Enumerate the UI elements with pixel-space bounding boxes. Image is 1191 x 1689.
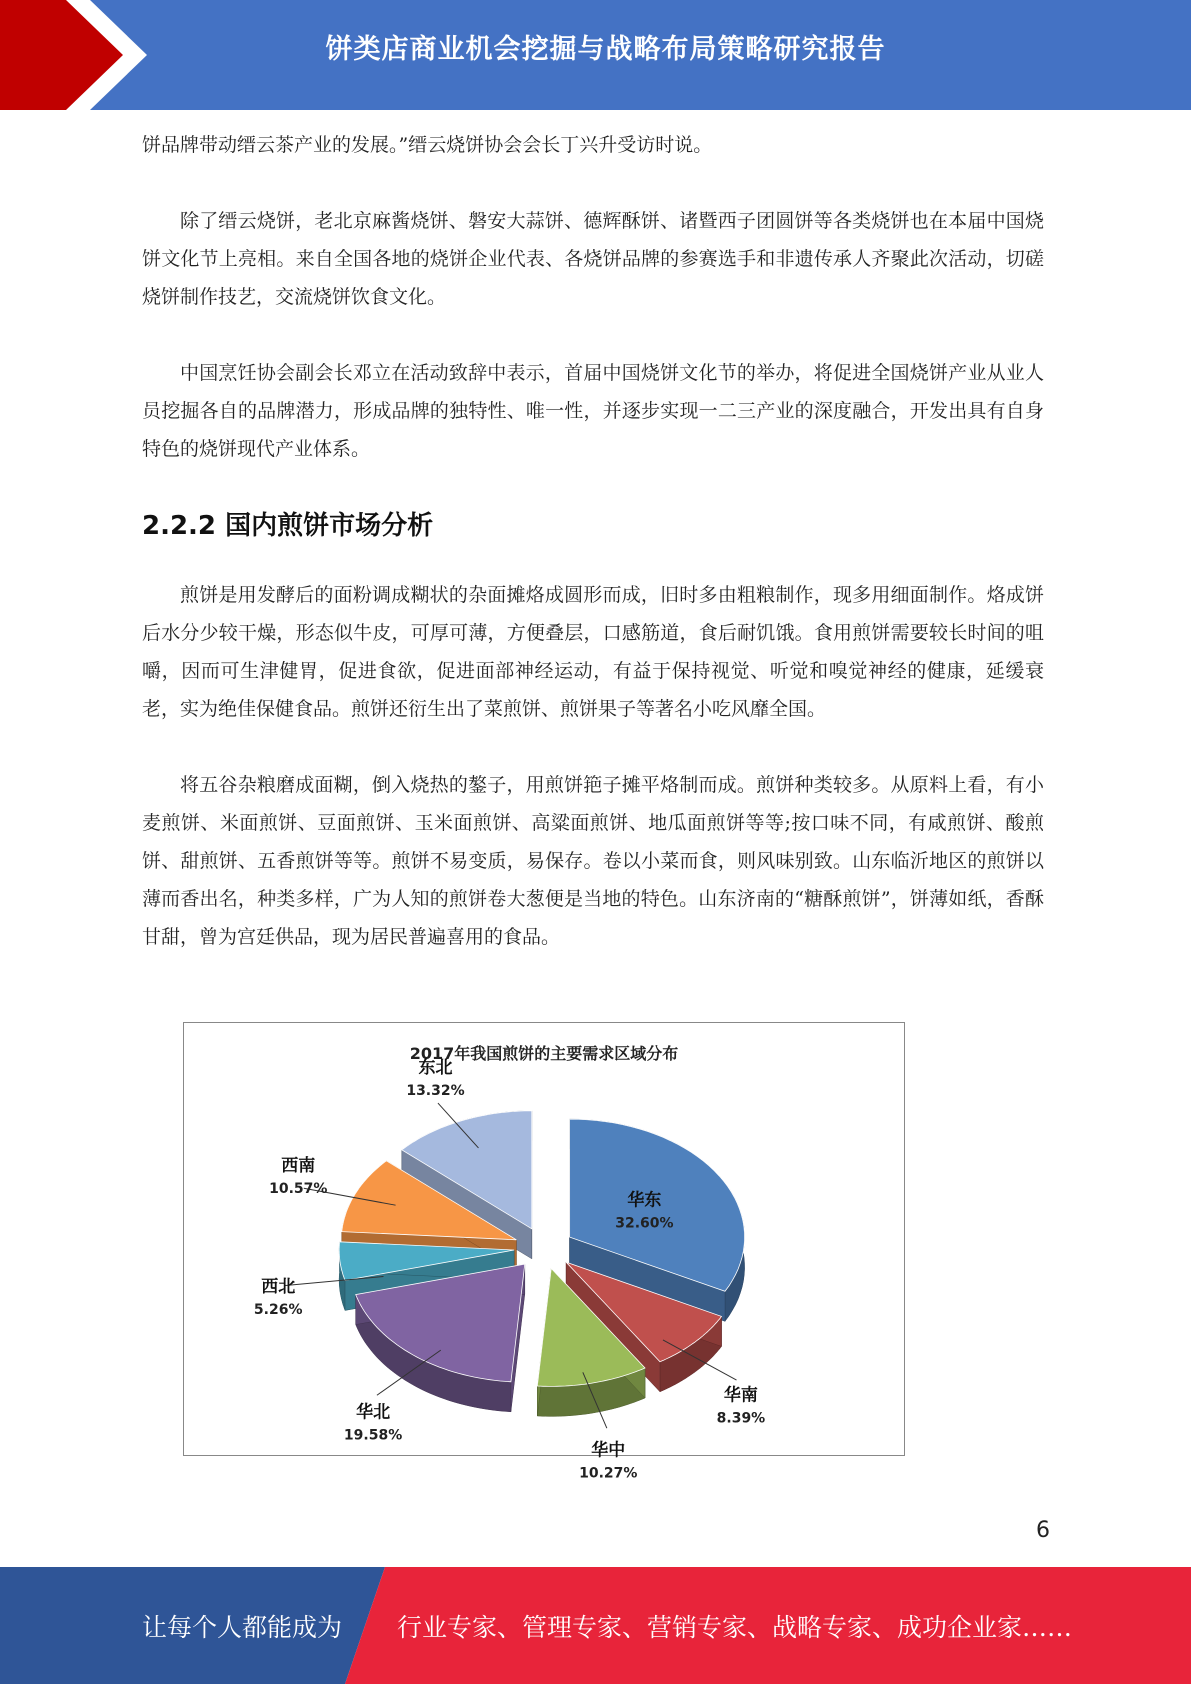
slice-label-东北: 东北 xyxy=(418,1058,453,1079)
footer-slogan-right: 行业专家、管理专家、营销专家、战略专家、成功企业家…… xyxy=(397,1613,1073,1642)
paragraph: 中国烹饪协会副会长邓立在活动致辞中表示，首届中国烧饼文化节的举办，将促进全国烧饼产业从业人员挖掘各自的品牌潜力，形成品牌的独特性、唯一性，并逐步实现一二三产业的深度融合，开发出具有自身特色的烧饼现代产业体系。 xyxy=(142,362,1044,460)
slice-label-华中: 华中 xyxy=(591,1440,626,1461)
slice-value-华北: 19.58% xyxy=(343,1427,403,1444)
paragraph: 将五谷杂粮磨成面糊，倒入烧热的鏊子，用煎饼筢子摊平烙制而成。煎饼种类较多。从原料上看，有小麦煎饼、米面煎饼、豆面煎饼、玉米面煎饼、高粱面煎饼、地瓜面煎饼等等;按口味不同，有咸煎饼、酸煎饼、甜煎饼、五香煎饼等等。煎饼不易变质，易保存。卷以小菜而食，则风味别致。山东临沂地区的煎饼以薄而香出名，种类多样，广为人知的煎饼卷大葱便是当地的特色。山东济南的“糖酥煎饼”，饼薄如纸，香酥甘甜，曾为宫廷供品，现为居民普遍喜用的食品。 xyxy=(142,774,1044,948)
pie-chart-canvas xyxy=(184,1023,904,1482)
page-header xyxy=(0,0,1191,110)
slice-value-西北: 5.26% xyxy=(253,1301,303,1318)
slice-label-西北: 西北 xyxy=(261,1276,296,1297)
pie-chart xyxy=(183,1022,905,1482)
header-title: 饼类店商业机会挖掘与战略布局策略研究报告 xyxy=(325,34,886,65)
paragraph: 除了缙云烧饼，老北京麻酱烧饼、磐安大蒜饼、德辉酥饼、诸暨西子团圆饼等各类烧饼也在本届中国烧饼文化节上亮相。来自全国各地的烧饼企业代表、各烧饼品牌的参赛选手和非遗传承人齐聚此次活动，切磋烧饼制作技艺，交流烧饼饮食文化。 xyxy=(142,210,1044,308)
slice-value-华中: 10.27% xyxy=(579,1465,638,1482)
slice-label-华北: 华北 xyxy=(356,1402,391,1423)
slice-value-华南: 8.39% xyxy=(716,1410,766,1427)
slice-value-东北: 13.32% xyxy=(406,1083,465,1100)
page-number: 6 xyxy=(1036,1518,1050,1543)
page-footer xyxy=(0,1567,1191,1684)
section-heading: 2.2.2 国内煎饼市场分析 xyxy=(142,511,434,541)
footer-slogan-left: 让每个人都能成为 xyxy=(142,1613,343,1642)
paragraph: 饼品牌带动缙云茶产业的发展。”缙云烧饼协会会长丁兴升受访时说。 xyxy=(142,134,713,156)
chart-title: 2017年我国煎饼的主要需求区域分布 xyxy=(409,1044,679,1063)
slice-value-西南: 10.57% xyxy=(269,1180,328,1197)
document-body xyxy=(142,126,1044,994)
slice-label-西南: 西南 xyxy=(281,1155,316,1176)
slice-label-华东: 华东 xyxy=(627,1190,662,1211)
slice-label-华南: 华南 xyxy=(723,1385,758,1406)
paragraph: 煎饼是用发酵后的面粉调成糊状的杂面摊烙成圆形而成，旧时多由粗粮制作，现多用细面制作。烙成饼后水分少较干燥，形态似牛皮，可厚可薄，方便叠层，口感筋道，食后耐饥饿。食用煎饼需要较长时间的咀嚼，因而可生津健胃，促进食欲，促进面部神经运动，有益于保持视觉、听觉和嗅觉神经的健康，延缓衰老，实为绝佳保健食品。煎饼还衍生出了菜煎饼、煎饼果子等著名小吃风靡全国。 xyxy=(142,584,1044,720)
slice-value-华东: 32.60% xyxy=(615,1215,674,1232)
